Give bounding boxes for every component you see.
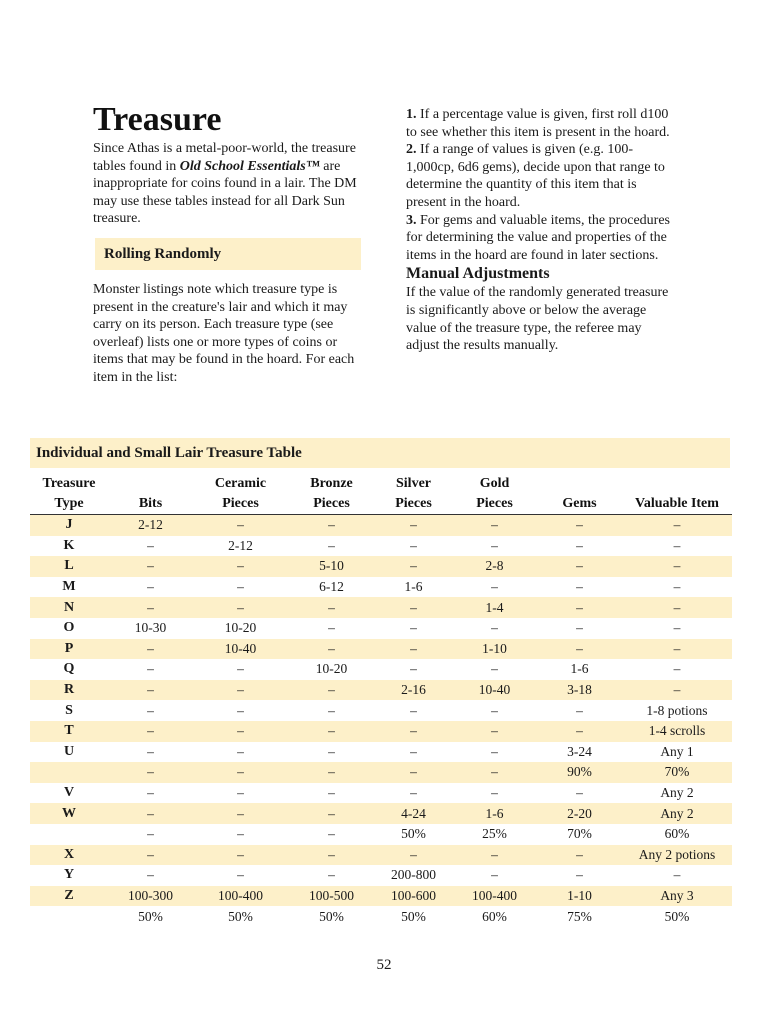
column-header-line1: Treasure bbox=[42, 476, 96, 491]
column-header bbox=[108, 474, 193, 515]
table-cell: – bbox=[108, 762, 193, 783]
table-cell: – bbox=[576, 867, 583, 883]
column-header-line1: Ceramic bbox=[214, 476, 267, 491]
table-cell: – bbox=[288, 515, 375, 536]
treasure-type-cell: Z bbox=[30, 886, 108, 907]
table-cell: 1-10 bbox=[537, 886, 622, 907]
treasure-type-cell: S bbox=[65, 702, 73, 718]
table-row bbox=[30, 536, 732, 557]
table-cell: – bbox=[622, 556, 732, 577]
left-column bbox=[93, 100, 361, 387]
table-cell: – bbox=[237, 702, 244, 718]
table-cell: 70% bbox=[567, 826, 592, 842]
table-cell: – bbox=[288, 721, 375, 742]
page-number: 52 bbox=[376, 957, 392, 973]
table-cell: – bbox=[537, 845, 622, 866]
treasure-type-cell: M bbox=[62, 579, 76, 595]
column-header-line2: Pieces bbox=[313, 496, 350, 511]
table-cell: – bbox=[147, 867, 154, 883]
table-cell: – bbox=[375, 515, 452, 536]
table-cell: – bbox=[237, 826, 244, 842]
treasure-type-cell: Y bbox=[63, 867, 75, 883]
table-cell: – bbox=[576, 785, 583, 801]
column-header-line2: Bits bbox=[138, 496, 163, 511]
table-cell: – bbox=[193, 597, 288, 618]
table-cell: – bbox=[622, 639, 732, 660]
table-cell: – bbox=[328, 702, 335, 718]
table-cell: – bbox=[410, 620, 417, 636]
table-cell: 1-4 scrolls bbox=[622, 721, 732, 742]
table-cell: 25% bbox=[482, 826, 507, 842]
table-cell: – bbox=[410, 537, 417, 553]
table-row bbox=[30, 721, 732, 742]
table-cell: – bbox=[147, 785, 154, 801]
rolling-randomly-heading: Rolling Randomly bbox=[95, 238, 361, 270]
table-cell: – bbox=[537, 597, 622, 618]
table-cell: – bbox=[288, 762, 375, 783]
table-cell: – bbox=[452, 721, 537, 742]
treasure-type-cell: V bbox=[63, 785, 75, 801]
table-header-row bbox=[30, 474, 732, 515]
table-cell: – bbox=[491, 537, 498, 553]
table-cell: 100-300 bbox=[108, 886, 193, 907]
right-column bbox=[406, 106, 678, 355]
table-cell: – bbox=[147, 743, 154, 759]
table-cell: Any 2 potions bbox=[622, 845, 732, 866]
column-header bbox=[375, 474, 452, 515]
treasure-type-cell: L bbox=[30, 556, 108, 577]
table-cell: 10-40 bbox=[452, 680, 537, 701]
table-row bbox=[30, 597, 732, 618]
table-cell: – bbox=[491, 785, 498, 801]
table-cell: – bbox=[237, 579, 244, 595]
table-row bbox=[30, 906, 732, 927]
table-cell: 90% bbox=[537, 762, 622, 783]
rule-number: 3. bbox=[406, 212, 417, 228]
page-title: Treasure bbox=[93, 101, 222, 138]
treasure-type-cell: K bbox=[63, 537, 75, 553]
table-cell: – bbox=[288, 680, 375, 701]
intro-text-b: are inappropriate for coins found in a lair. The DM may use these tables instead for all Dark Sun treasure. bbox=[93, 158, 357, 227]
table-cell: – bbox=[108, 721, 193, 742]
table-cell: – bbox=[410, 661, 417, 677]
table-cell: – bbox=[375, 762, 452, 783]
table-cell: – bbox=[108, 845, 193, 866]
column-header bbox=[622, 474, 732, 515]
table-row bbox=[30, 515, 732, 536]
table-cell: 60% bbox=[482, 908, 507, 924]
table-cell: – bbox=[491, 743, 498, 759]
manual-adjustments-heading: Manual Adjustments bbox=[406, 265, 550, 283]
table-cell: – bbox=[673, 620, 681, 636]
table-cell: – bbox=[375, 845, 452, 866]
column-header-line1: Silver bbox=[396, 476, 431, 491]
table-cell: – bbox=[375, 721, 452, 742]
table-cell: 10-20 bbox=[224, 620, 257, 636]
table-cell: – bbox=[108, 680, 193, 701]
table-row bbox=[30, 618, 732, 639]
table-cell: – bbox=[193, 845, 288, 866]
table-cell: – bbox=[237, 785, 244, 801]
table-cell: – bbox=[410, 743, 417, 759]
intro-book-title: Old School Essentials™ bbox=[179, 158, 320, 174]
table-row bbox=[30, 639, 732, 660]
column-header-line2: Pieces bbox=[222, 496, 259, 511]
treasure-table bbox=[30, 474, 732, 927]
table-cell: – bbox=[193, 803, 288, 824]
treasure-type-cell: N bbox=[30, 597, 108, 618]
table-cell: – bbox=[673, 661, 681, 677]
table-cell: – bbox=[328, 867, 335, 883]
table-cell: – bbox=[452, 762, 537, 783]
rule-item bbox=[406, 106, 678, 141]
table-row bbox=[30, 865, 732, 886]
treasure-type-cell: J bbox=[30, 515, 108, 536]
table-cell: – bbox=[622, 597, 732, 618]
table-row bbox=[30, 783, 732, 804]
table-cell: 50% bbox=[664, 908, 690, 924]
rule-number: 1. bbox=[406, 107, 417, 122]
table-cell: Any 2 bbox=[622, 803, 732, 824]
table-cell: – bbox=[491, 620, 498, 636]
rule-list bbox=[406, 106, 678, 264]
treasure-type-cell: X bbox=[30, 845, 108, 866]
table-cell: 6-12 bbox=[319, 579, 344, 595]
table-cell: 1-6 bbox=[570, 661, 589, 677]
table-title: Individual and Small Lair Treasure Table bbox=[30, 438, 730, 468]
table-cell: – bbox=[108, 803, 193, 824]
treasure-type-cell: T bbox=[30, 721, 108, 742]
table-cell: 10-20 bbox=[315, 661, 348, 677]
table-cell: 10-30 bbox=[134, 620, 167, 636]
table-cell: – bbox=[491, 579, 498, 595]
table-cell: 1-6 bbox=[452, 803, 537, 824]
column-header-line2: Type bbox=[54, 496, 84, 511]
intro-paragraph bbox=[93, 140, 361, 228]
table-cell: – bbox=[491, 702, 498, 718]
treasure-type-cell bbox=[30, 824, 108, 845]
table-cell: – bbox=[537, 515, 622, 536]
column-header-line2: Gems bbox=[562, 496, 597, 511]
treasure-type-cell: W bbox=[30, 803, 108, 824]
table-cell: – bbox=[576, 702, 583, 718]
table-cell: – bbox=[328, 620, 335, 636]
table-cell: 50% bbox=[228, 908, 253, 924]
column-header-line1 bbox=[537, 474, 622, 494]
table-cell: 2-20 bbox=[537, 803, 622, 824]
table-cell: – bbox=[328, 826, 335, 842]
table-cell: – bbox=[537, 639, 622, 660]
table-row bbox=[30, 803, 732, 824]
table-cell: – bbox=[237, 867, 244, 883]
table-cell: 5-10 bbox=[288, 556, 375, 577]
table-cell: – bbox=[108, 556, 193, 577]
table-row bbox=[30, 742, 732, 763]
table-cell: – bbox=[237, 661, 244, 677]
table-cell: 1-6 bbox=[404, 579, 423, 595]
table-cell: 100-400 bbox=[452, 886, 537, 907]
table-cell: – bbox=[147, 579, 154, 595]
table-cell: – bbox=[193, 721, 288, 742]
column-header-line1 bbox=[108, 474, 193, 494]
table-cell: – bbox=[622, 680, 732, 701]
table-cell: 70% bbox=[622, 762, 732, 783]
table-row bbox=[30, 886, 732, 907]
table-cell: – bbox=[193, 680, 288, 701]
table-cell: 100-400 bbox=[193, 886, 288, 907]
treasure-type-cell: U bbox=[63, 743, 75, 759]
table-cell: 2-12 bbox=[108, 515, 193, 536]
table-row bbox=[30, 824, 732, 845]
table-cell: – bbox=[491, 867, 498, 883]
table-cell: – bbox=[375, 556, 452, 577]
table-cell: – bbox=[375, 597, 452, 618]
table-cell: – bbox=[193, 762, 288, 783]
table-cell: – bbox=[108, 639, 193, 660]
table-cell: – bbox=[537, 721, 622, 742]
table-cell: – bbox=[491, 661, 498, 677]
rule-text: If a range of values is given (e.g. 100-1,000cp, 6d6 gems), decide upon that range to determine the quantity of this item that is present in the hoard. bbox=[406, 142, 665, 210]
table-cell: 2-16 bbox=[375, 680, 452, 701]
table-row bbox=[30, 680, 732, 701]
column-header-line1: Bronze bbox=[310, 476, 353, 491]
rule-text: For gems and valuable items, the procedures for determining the value and properties of the items in the hoard are found in later sections. bbox=[406, 212, 670, 263]
table-cell: 50% bbox=[319, 908, 344, 924]
table-cell: – bbox=[193, 515, 288, 536]
table-cell: 100-500 bbox=[288, 886, 375, 907]
table-cell: – bbox=[193, 556, 288, 577]
column-header bbox=[288, 474, 375, 515]
table-row bbox=[30, 845, 732, 866]
column-header bbox=[452, 474, 537, 515]
table-cell: 3-18 bbox=[537, 680, 622, 701]
table-cell: 50% bbox=[401, 908, 426, 924]
rule-text: If a percentage value is given, first roll d100 to see whether this item is present in the hoard. bbox=[406, 107, 670, 140]
table-cell: 60% bbox=[664, 826, 690, 842]
column-header bbox=[30, 474, 108, 515]
treasure-type-cell: O bbox=[63, 620, 75, 636]
table-row bbox=[30, 700, 732, 721]
monster-listings-paragraph: Monster listings note which treasure type is present in the creature's lair and which it may carry on its person. Each treasure type (see overleaf) lists one or more types of coins or items that may be found in the hoard. For each item in the list: bbox=[93, 281, 355, 385]
column-header-line1: Gold bbox=[479, 476, 510, 491]
column-header bbox=[193, 474, 288, 515]
treasure-type-cell: R bbox=[30, 680, 108, 701]
table-cell: – bbox=[147, 537, 154, 553]
table-row bbox=[30, 762, 732, 783]
table-cell: 3-24 bbox=[567, 743, 592, 759]
table-cell: – bbox=[375, 639, 452, 660]
table-row bbox=[30, 556, 732, 577]
table-cell: 50% bbox=[401, 826, 426, 842]
column-header-line1 bbox=[622, 474, 732, 494]
table-cell: 10-40 bbox=[193, 639, 288, 660]
table-cell: – bbox=[288, 597, 375, 618]
table-cell: 2-8 bbox=[452, 556, 537, 577]
rule-number: 2. bbox=[406, 142, 417, 158]
table-cell: – bbox=[328, 537, 335, 553]
table-cell: – bbox=[147, 661, 154, 677]
table-cell: – bbox=[147, 702, 154, 718]
table-cell: – bbox=[452, 845, 537, 866]
table-cell: – bbox=[147, 826, 154, 842]
table-cell: – bbox=[288, 639, 375, 660]
table-cell: 50% bbox=[138, 908, 163, 924]
table-cell: 100-600 bbox=[375, 886, 452, 907]
column-header bbox=[537, 474, 622, 515]
table-cell: 1-10 bbox=[452, 639, 537, 660]
table-cell: – bbox=[452, 515, 537, 536]
table-cell: – bbox=[576, 620, 583, 636]
table-cell: – bbox=[537, 556, 622, 577]
table-cell: – bbox=[410, 702, 417, 718]
table-cell: 200-800 bbox=[391, 867, 436, 883]
table-cell: – bbox=[237, 743, 244, 759]
table-cell: 2-12 bbox=[228, 537, 253, 553]
intro-text-a: Since Athas is a metal-poor-world, the treasure tables found in bbox=[93, 141, 356, 174]
treasure-type-cell: Q bbox=[63, 661, 75, 677]
table-cell: 75% bbox=[567, 908, 592, 924]
table-cell: Any 3 bbox=[622, 886, 732, 907]
table-body bbox=[30, 515, 732, 927]
table-cell: 1-4 bbox=[452, 597, 537, 618]
rule-item bbox=[406, 141, 678, 211]
column-header-line2: Pieces bbox=[476, 496, 513, 511]
table-cell: Any 2 bbox=[660, 785, 694, 801]
table-cell: Any 1 bbox=[660, 743, 694, 759]
table-cell: – bbox=[673, 537, 681, 553]
table-cell: – bbox=[673, 867, 681, 883]
table-row bbox=[30, 659, 732, 680]
table-cell: – bbox=[622, 515, 732, 536]
column-header-line2: Valuable Item bbox=[635, 496, 719, 511]
table-cell: – bbox=[673, 579, 681, 595]
rule-item bbox=[406, 212, 678, 265]
table-cell: – bbox=[576, 579, 583, 595]
table-cell: 1-8 potions bbox=[646, 702, 708, 718]
table-cell: – bbox=[328, 785, 335, 801]
table-cell: – bbox=[328, 743, 335, 759]
column-header-line2: Pieces bbox=[395, 496, 432, 511]
table-row bbox=[30, 577, 732, 598]
table-cell: – bbox=[108, 597, 193, 618]
manual-adjustments-paragraph: If the value of the randomly generated treasure is significantly above or below the average value of the treasure type, the referee may adjust the results manually. bbox=[406, 285, 669, 354]
treasure-type-cell bbox=[30, 762, 108, 783]
table-cell: 4-24 bbox=[375, 803, 452, 824]
table-cell: – bbox=[288, 845, 375, 866]
treasure-type-cell: P bbox=[30, 639, 108, 660]
treasure-type-cell bbox=[30, 906, 108, 927]
table-cell: – bbox=[576, 537, 583, 553]
table-cell: – bbox=[410, 785, 417, 801]
table-cell: – bbox=[288, 803, 375, 824]
